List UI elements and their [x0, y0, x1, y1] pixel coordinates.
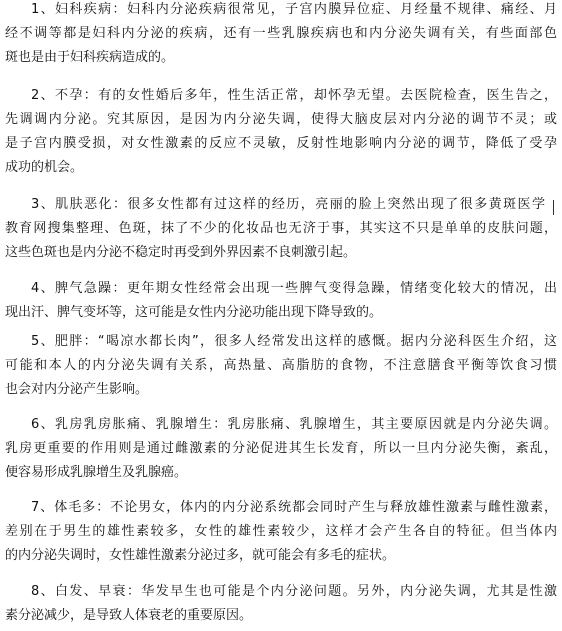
text-line: 便容易形成乳腺增生及乳腺癌。 — [5, 465, 188, 480]
text-line: 乳房更重要的作用则是通过雌激素的分泌促进其生长发育，所以一旦内分泌失衡，紊乱， — [5, 441, 557, 456]
text-line: 教育网搜集整理、色斑，抹了不少的化妆品也无济于事，其实这不只是单单的皮肤问题， — [5, 221, 557, 236]
text-line: 7、体毛多：不论男女，体内的内分泌系统都会同时产生与释放雄性激素与雌性激素， — [31, 500, 557, 515]
text-line: 8、白发、早衰：华发早生也可能是个内分泌问题。另外，内分泌失调，尤其是性激 — [31, 584, 557, 599]
text-line: 1、妇科疾病：妇科内分泌疾病很常见，子宫内膜异位症、月经量不规律、痛经、月 — [31, 2, 557, 17]
text-line: 素分泌减少，是导致人体衰老的重要原因。 — [5, 608, 253, 623]
text-line: 差别在于男生的雄性素较多，女性的雄性素较少，这样才会产生各自的特征。但当体内 — [5, 524, 557, 539]
text-line: 5、肥胖：“喝凉水都长肉”，很多人经常发出这样的感慨。据内分泌科医生介绍，这 — [31, 334, 557, 349]
text-line: 3、肌肤恶化：很多女性都有过这样的经历，亮丽的脸上突然出现了很多黄斑医学 — [31, 197, 545, 212]
text-line: 4、脾气急躁：更年期女性经常会出现一些脾气变得急躁，情绪变化较大的情况，出 — [31, 281, 557, 296]
text-line: 斑也是由于妇科疾病造成的。 — [5, 50, 175, 65]
text-line: 这些色斑也是内分泌不稳定时再受到外界因素不良刺激引起。 — [5, 245, 357, 260]
text-line: 现出汗、脾气变坏等，这可能是女性内分泌功能出现下降导致的。 — [5, 305, 383, 320]
text-line: 6、乳房乳房胀痛、乳腺增生：乳房胀痛、乳腺增生，其主要原因就是内分泌失调。 — [31, 417, 557, 432]
text-cursor — [553, 200, 554, 215]
text-line: 的内分泌失调时，女性雄性激素分泌过多，就可能会有多毛的症状。 — [5, 548, 396, 563]
text-line: 2、不孕：有的女性婚后多年，性生活正常，却怀孕无望。去医院检查，医生告之， — [31, 88, 557, 103]
text-line: 是子宫内膜受损，对女性激素的反应不灵敏，反射性地影响内分泌的调节，降低了受孕 — [5, 136, 557, 151]
text-line: 可能和本人的内分泌失调有关系，高热量、高脂肪的食物，不注意膳食平衡等饮食习惯 — [5, 358, 557, 373]
text-line: 经不调等都是妇科内分泌的疾病，还有一些乳腺疾病也和内分泌失调有关，有些面部色 — [5, 26, 557, 41]
text-line: 也会对内分泌产生影响。 — [5, 382, 149, 397]
text-line: 成功的机会。 — [5, 160, 84, 175]
text-line: 先调调内分泌。究其原因，是因为内分泌失调，使得大脑皮层对内分泌的调节不灵；或 — [5, 112, 557, 127]
